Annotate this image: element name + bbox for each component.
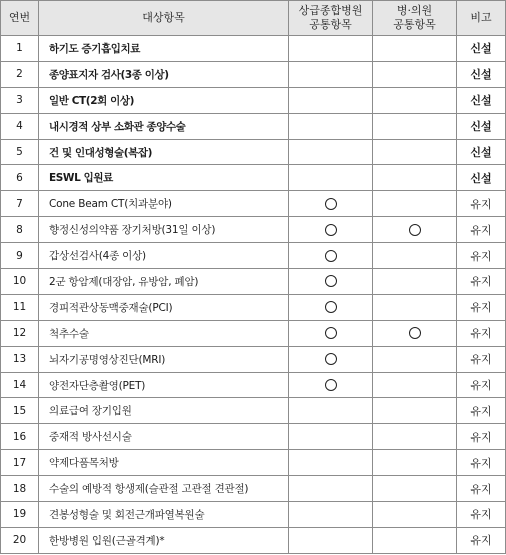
header-general-hospital [289,1,373,36]
row-item-name: 건 및 인대성형술(복잡) [39,139,289,165]
table-row [1,61,506,87]
row-number: 4 [1,113,39,139]
row-hospital-common-cell [373,424,457,450]
row-number: 1 [1,36,39,62]
row-hospital-common-cell [373,61,457,87]
row-item-name: 내시경적 상부 소화관 종양수술 [39,113,289,139]
row-item-name: 양전자단층촬영(PET) [39,372,289,398]
row-note: 유지 [457,243,506,269]
row-number: 19 [1,502,39,528]
circle-mark-icon [409,327,421,339]
row-note: 유지 [457,476,506,502]
row-note: 유지 [457,320,506,346]
row-item-name: 약제다품목처방 [39,450,289,476]
row-number: 16 [1,424,39,450]
header-note-label: 비고 [470,11,492,24]
row-hospital-common-cell [373,87,457,113]
row-general-common-cell [289,243,373,269]
table-row [1,243,506,269]
row-number: 17 [1,450,39,476]
row-hospital-common-cell [373,139,457,165]
row-general-common-cell [289,61,373,87]
row-note: 유지 [457,372,506,398]
row-item-name: 경피적관상동맥중재술(PCI) [39,294,289,320]
row-hospital-common-cell [373,113,457,139]
table-row [1,191,506,217]
row-general-common-cell [289,398,373,424]
circle-mark-icon [325,353,337,365]
row-number: 9 [1,243,39,269]
row-number: 5 [1,139,39,165]
row-general-common-cell [289,424,373,450]
row-note: 신설 [457,36,506,62]
circle-mark-icon [325,224,337,236]
header-hospital-line2: 공통항목 [393,18,436,31]
row-general-common-cell [289,139,373,165]
row-number: 6 [1,165,39,191]
row-hospital-common-cell [373,165,457,191]
table-row [1,165,506,191]
row-number: 3 [1,87,39,113]
row-general-common-cell [289,294,373,320]
row-general-common-cell [289,269,373,295]
row-note: 유지 [457,502,506,528]
row-general-common-cell [289,450,373,476]
row-hospital-common-cell [373,527,457,553]
header-note [457,1,506,36]
row-general-common-cell [289,320,373,346]
table-row [1,424,506,450]
row-hospital-common-cell [373,372,457,398]
header-item [39,1,289,36]
row-number: 15 [1,398,39,424]
row-item-name: 수술의 예방적 항생제(슬관절 고관절 견관절) [39,476,289,502]
row-item-name: 중재적 방사선시술 [39,424,289,450]
circle-mark-icon [325,250,337,262]
row-item-name: Cone Beam CT(치과분야) [39,191,289,217]
table-row [1,372,506,398]
row-general-common-cell [289,372,373,398]
row-item-name: 2군 항암제(대장암, 유방암, 폐암) [39,269,289,295]
row-general-common-cell [289,113,373,139]
row-note: 유지 [457,450,506,476]
circle-mark-icon [325,198,337,210]
row-number: 8 [1,217,39,243]
row-hospital-common-cell [373,502,457,528]
row-note: 유지 [457,217,506,243]
row-hospital-common-cell [373,320,457,346]
row-general-common-cell [289,476,373,502]
table-row [1,527,506,553]
header-item-label: 대상항목 [142,11,185,24]
row-note: 유지 [457,191,506,217]
header-no [1,1,39,36]
row-general-common-cell [289,87,373,113]
row-number: 7 [1,191,39,217]
circle-mark-icon [325,301,337,313]
row-note: 신설 [457,139,506,165]
row-hospital-common-cell [373,346,457,372]
circle-mark-icon [409,224,421,236]
header-no-label: 연번 [8,11,31,24]
row-number: 2 [1,61,39,87]
row-hospital-common-cell [373,398,457,424]
table-row [1,502,506,528]
row-note: 유지 [457,398,506,424]
row-number: 18 [1,476,39,502]
row-note: 신설 [457,113,506,139]
table-row [1,320,506,346]
row-number: 12 [1,320,39,346]
row-item-name: 견봉성형술 및 회전근개파열복원술 [39,502,289,528]
circle-mark-icon [325,327,337,339]
row-note: 신설 [457,165,506,191]
row-number: 13 [1,346,39,372]
row-note: 유지 [457,294,506,320]
table-row [1,450,506,476]
row-number: 11 [1,294,39,320]
row-general-common-cell [289,191,373,217]
row-hospital-common-cell [373,269,457,295]
table-row [1,36,506,62]
header-hospital-clinic [373,1,457,36]
table-row [1,217,506,243]
row-general-common-cell [289,527,373,553]
circle-mark-icon [325,275,337,287]
row-note: 유지 [457,346,506,372]
table-row [1,269,506,295]
table-row [1,398,506,424]
row-hospital-common-cell [373,191,457,217]
row-note: 신설 [457,61,506,87]
row-hospital-common-cell [373,243,457,269]
row-note: 유지 [457,269,506,295]
row-note: 유지 [457,527,506,553]
row-number: 14 [1,372,39,398]
row-item-name: ESWL 입원료 [39,165,289,191]
header-general-line2: 공통항목 [309,18,352,31]
row-general-common-cell [289,346,373,372]
row-hospital-common-cell [373,476,457,502]
row-hospital-common-cell [373,217,457,243]
row-item-name: 한방병원 입원(근골격계)* [39,527,289,553]
table-body [1,36,506,554]
row-item-name: 척추수술 [39,320,289,346]
row-item-name: 일반 CT(2회 이상) [39,87,289,113]
circle-mark-icon [325,379,337,391]
row-note: 신설 [457,87,506,113]
header-hospital-line1: 병·의원 [396,4,433,17]
row-number: 20 [1,527,39,553]
table-row [1,476,506,502]
row-item-name: 의료급여 장기입원 [39,398,289,424]
row-general-common-cell [289,36,373,62]
table-row [1,139,506,165]
row-hospital-common-cell [373,450,457,476]
table-row [1,113,506,139]
table-row [1,346,506,372]
table-header-row [1,1,506,36]
row-hospital-common-cell [373,294,457,320]
row-number: 10 [1,269,39,295]
row-general-common-cell [289,502,373,528]
row-note: 유지 [457,424,506,450]
row-item-name: 하기도 증기흡입치료 [39,36,289,62]
row-item-name: 뇌자기공명영상진단(MRI) [39,346,289,372]
table-row [1,87,506,113]
row-item-name: 향정신성의약품 장기처방(31일 이상) [39,217,289,243]
header-general-line1: 상급종합병원 [298,4,363,17]
table-row [1,294,506,320]
row-hospital-common-cell [373,36,457,62]
row-general-common-cell [289,165,373,191]
row-general-common-cell [289,217,373,243]
row-item-name: 종양표지자 검사(3종 이상) [39,61,289,87]
row-item-name: 갑상선검사(4종 이상) [39,243,289,269]
